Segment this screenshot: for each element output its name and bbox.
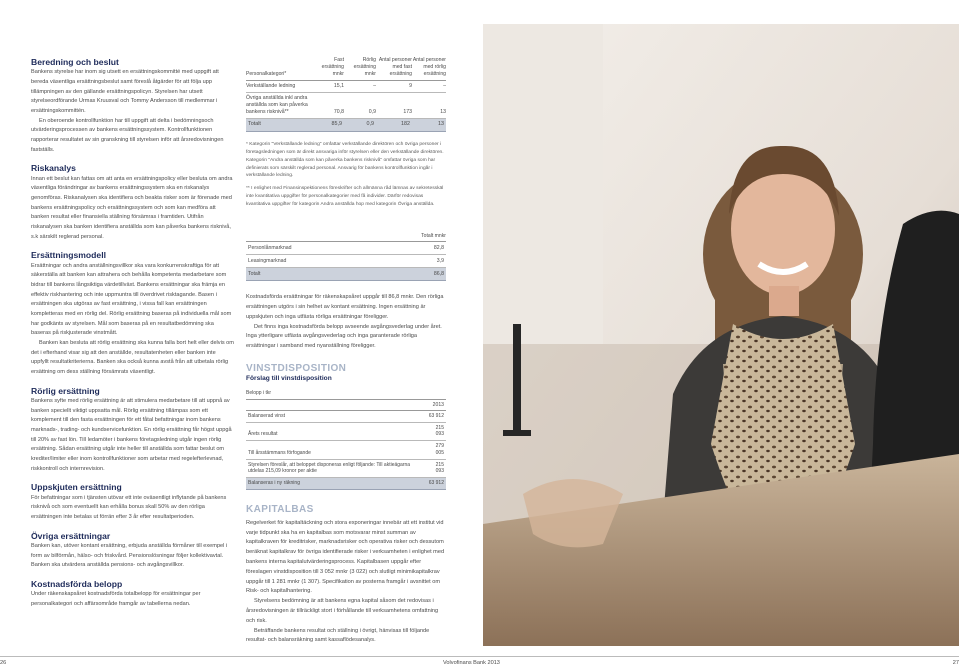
paragraph: Bankens styrelse har inom sig utsett en ersättningskommitté med uppgift att bereda väsentliga ersättningsbeslut samt föreslå åtgärder för att följa upp tillämpningen av den gällande ersättningspolicyn. Styrelsen har utsett styrelseordförande Urmas Kruusval och Tommy Andersson till medlemmar i ersättningskommittén. [31, 69, 219, 114]
section-heading: Övriga ersättningar [31, 530, 111, 541]
row-label: Totalt [246, 119, 314, 131]
paragraph: Banken kan besluta att rörlig ersättning ska kunna falla bort helt eller delvis om det i efterhand visar sig att den anställde, resultatenheten eller banken inte uppfyllt resultatkriterierna. Banken ska också kunna avstå från att utbetala rörlig ersättning om dess ställning försämrats väsentligt. [31, 340, 234, 376]
column-header: 2013 [426, 399, 446, 410]
paragraph: Det finns inga kostnadsförda belopp avseende avgångsvederlag under året. Inga ytterligare utfästa avgångsvederlag och inga garanterade rörliga ersättningar i samband med nyanställning föreligger. [246, 323, 442, 350]
table-row [246, 93, 446, 119]
cell: 63 912 [426, 410, 446, 422]
table-row [246, 422, 446, 441]
table-row [246, 410, 446, 422]
kapitalbas-heading: KAPITALBAS [246, 503, 314, 515]
footer-publication: Volvofinans Bank 2013 [443, 660, 500, 666]
cell: 215 093 [426, 422, 446, 441]
compensation-table [246, 57, 446, 132]
row-label: Till årsstämmans förfogande [246, 441, 426, 460]
row-label: Styrelsen föreslår, att beloppet disponeras enligt följande: Till aktieägarna utdelas 215,09 kronor per aktie [246, 459, 426, 478]
section-rorlig-ersattning [31, 386, 234, 475]
photo-illustration [483, 24, 959, 646]
paragraph: Bankens syfte med rörlig ersättning är att stimulera medarbetare till att uppnå av banken speciellt viktigt uppsatta mål. Rörlig ersättning tillämpas som ett komplement till den fasta ersättningen för ett fåtal befattningar inom bankens marknads-, trading- och kundservicefunktion. En rörlig ersättning får högst uppgå till 20% av fast lön. Till ledamöter i bankens företagsledning utgår ingen rörlig ersättning. Sådan ersättning utgår inte heller till anställda som fattar beslut om krediter/limiter eller inom kontrollfunktioner som arbetar med regelefterlevnad, riskkontroll och internrevision. [31, 398, 232, 472]
table-total-row [246, 268, 446, 281]
business-area-table [246, 233, 446, 281]
cell: 13 [412, 93, 446, 119]
office-photo [483, 24, 959, 646]
cell: 13 [412, 119, 446, 131]
paragraph: Banken kan, utöver kontant ersättning, erbjuda anställda förmåner till exempel i form av bilförmån, hälso- och friskvård. Pensionslösningar följer kollektivavtal. Banken ska utvärdera anställda pensions- och avgångsvillkor. [31, 543, 228, 569]
section-heading: Beredning och beslut [31, 57, 119, 67]
row-label: Balanseras i ny räkning [246, 478, 426, 490]
cell: 86,8 [377, 268, 446, 281]
row-label: Leasingmarknad [246, 255, 377, 268]
page-footer [0, 656, 959, 668]
cell: 63 912 [426, 478, 446, 490]
cell: 279 005 [426, 441, 446, 460]
section-heading: Uppskjuten ersättning [31, 482, 122, 493]
cell: 0,9 [344, 93, 376, 119]
compensation-summary [246, 293, 446, 352]
cell: – [344, 81, 376, 93]
section-ovriga-ersattningar [31, 531, 234, 571]
unit-label: Belopp i tkr [246, 389, 272, 396]
paragraph: En oberoende kontrollfunktion har till uppgift att delta i bedömningsoch utvärderingsprocessen av bankens ersättningssystem. Kontrollfunktionen rapporterar resultatet av sin granskning till styrelsen inför att årsredovisningen fastställs. [31, 117, 224, 153]
section-kostnadsforda-belopp [31, 579, 234, 610]
footer-divider [0, 656, 959, 657]
paragraph: Ersättningar och andra anställningsvillkor ska vara konkurrenskraftiga för att säkerställa att banken kan attrahera och behålla kompetenta medarbetare som bidrar till bankens långsiktiga värdetillväxt. Bankens ersättningar ska främja en effektiv riskhantering och inte uppmuntra till överdrivet risktagande. Basen i ersättningen ska utgöras av fast ersättning, i vissa fall kan ersättningen kompletteras med en rörlig del. Rörlig ersättning baseras på individuella mål som har godkänts av styrelsen. Mål som baseras på en resultatbedömning ska baseras på riskjusterade vinstmått. [31, 262, 232, 337]
footnote: * Kategorin "Verkställande ledning" omfattar verkställande direktören och övriga personer i företagsledningen som är direkt ansvariga inför styrelsen eller den verkställande direktören. Kategorin "Andra anställda som kan påverka bankens risknivå" omfattar övriga som har definierats som särskilt reglerad personal. Ansvarig för bankens kontrollfunktion ingår i verkställande ledning. [246, 141, 444, 179]
column-header: Rörlig ersättning mnkr [344, 57, 376, 81]
section-heading: Rörlig ersättning [31, 385, 100, 396]
footnotes [246, 141, 446, 210]
row-label: Totalt [246, 268, 377, 281]
paragraph: För befattningar som i tjänsten utövar ett inte oväsentligt inflytande på bankens risknivå och som eventuellt kan erhålla bonus skall 50% av den rörliga ersättningen inte betalas ut förrän efter 3 år efter resultatperioden. [31, 494, 227, 521]
right-page-number: 27 [952, 660, 959, 666]
table-row [246, 441, 446, 460]
cell: 15,1 [314, 81, 344, 93]
section-heading: Kostnadsförda belopp [31, 579, 123, 590]
row-label: Årets resultat [246, 422, 426, 441]
paragraph: Innan ett beslut kan fattas om att anta en ersättningspolicy eller besluta om andra väsentliga förändringar av bankens ersättningssystem ska en riskanalys genomföras. Riskanalysen ska identifiera och beakta risker som är förenade med bankens ersättningspolicy och ersättningssystem och som kan medföra att banken resultat eller finansiella ställning försämras i framtiden. Utifrån riskanalysen ska banken identifiera anställda som kan påverka bankens risknivå, s.k särskilt reglerad personal. [31, 175, 233, 240]
cell: 70,8 [314, 93, 344, 119]
paragraph: Beträffande bankens resultat och ställning i övrigt, hänvisas till följande resultat- och balansräkning samt kassaflödesanalys. [246, 627, 430, 644]
table-header-row [246, 233, 446, 242]
table-total-row [246, 119, 446, 131]
table-row [246, 242, 446, 255]
table-total-row [246, 478, 446, 490]
paragraph: Under räkenskapsåret kostnadsförda totalbelopp för ersättningar per personalkategori och affärsområde framgår av tabellerna nedan. [31, 591, 201, 608]
cell: 3,9 [377, 255, 446, 268]
section-beredning [31, 57, 234, 155]
vinstdisposition-subheading: Förslag till vinstdisposition [246, 374, 332, 382]
paragraph: Kostnadsförda ersättningar för räkenskapsåret uppgår till 86,8 mnkr. Den rörliga ersättningen utgörs i sin helhet av kontant ersättning. Ingen ersättning är uppskjuten och inga utfästa rörliga ersättningar föreligger. [246, 294, 444, 320]
column-header: Antal personer med fast ersättning [376, 57, 412, 81]
row-label: Personlånmarknad [246, 242, 377, 255]
section-riskanalys [31, 163, 234, 242]
cell: 82,8 [377, 242, 446, 255]
row-label: Övriga anställda inkl andra anställda som kan påverka bankens risknivå** [246, 93, 314, 119]
column-header: Antal personer med rörlig ersättning [412, 57, 446, 81]
section-uppskjuten-ersattning [31, 482, 234, 522]
column-header: Totalt mnkr [377, 233, 446, 242]
cell: 9 [376, 81, 412, 93]
table-row [246, 459, 446, 478]
section-heading: Riskanalys [31, 163, 76, 174]
cell: 173 [376, 93, 412, 119]
column-header: Personalkategori* [246, 57, 314, 81]
table-header-row [246, 399, 446, 410]
cell: 0,9 [344, 119, 376, 131]
section-ersattningsmodell [31, 250, 234, 377]
row-label: Balanserad vinst [246, 410, 426, 422]
table-row [246, 81, 446, 93]
table-header-row [246, 57, 446, 81]
section-heading: Ersättningsmodell [31, 250, 106, 261]
paragraph: Regelverket för kapitaltäckning och stora exponeringar innebär att ett institut vid varje tidpunkt ska ha en kapitalbas som motsvarar minst summan av kapitalkraven för kreditrisker, marknadsrisker och operativa risker och dessutom beräknat kapitalkrav för övriga identifierade risker i verksamheten i enlighet med bankens interna kapitalutvärderingsprocess. Kapitalbasen uppgår efter föreslagen vinstdisposition till 3 052 mnkr (3 022) och slutligt minimikapitalkrav uppgår till 1 281 mnkr (1 307). Specifikation av posterna framgår i avsnittet om Risk- och kapitalhantering. [246, 519, 445, 595]
vinstdisposition-table [246, 399, 446, 490]
cell: 182 [376, 119, 412, 131]
kapitalbas-text [246, 519, 446, 646]
left-page-number: 26 [0, 660, 7, 666]
middle-column [246, 57, 446, 646]
vinstdisposition-heading: VINSTDISPOSITION [246, 362, 347, 374]
paragraph: Styrelsens bedömning är att bankens egna kapital såsom det redovisas i årsredovisningen är tillräckligt stort i förhållande till verksamhetens omfattning och risk. [246, 598, 439, 624]
footnote: ** I enlighet med Finansinspektionens föreskrifter och allmänna råd lämnas av sekretesskäl inte kvantitativa uppgifter för personalkategorier med få individer. Därför redovisas kvantitativa uppgifter för kategorin Andra anställda hop med kategorin Övriga anställda. [246, 186, 444, 208]
left-column [31, 57, 234, 618]
cell: 215 093 [426, 459, 446, 478]
cell: 85,9 [314, 119, 344, 131]
cell: – [412, 81, 446, 93]
column-header: Fast ersättning mnkr [314, 57, 344, 81]
row-label: Verkställande ledning [246, 81, 314, 93]
table-row [246, 255, 446, 268]
